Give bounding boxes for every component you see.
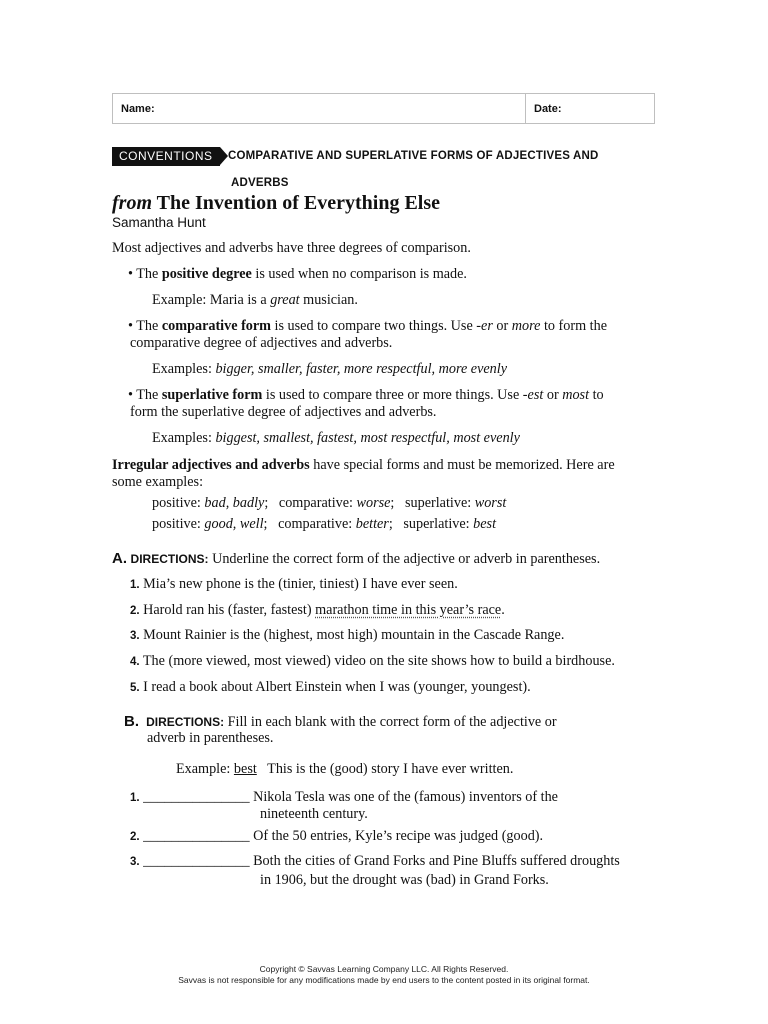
term-irregular: Irregular adjectives and adverbs	[112, 457, 310, 473]
section-b-item-3: 3. _______________ Both the cities of Grand Forks and Pine Bluffs suffered droughts	[130, 853, 620, 869]
answer-blank-1[interactable]: _______________	[143, 789, 250, 805]
copyright-line: Copyright © Savvas Learning Company LLC. All Rights Reserved.	[259, 964, 509, 974]
bullet-superlative: • The superlative form is used to compare three or more things. Use -est or most to	[128, 387, 604, 403]
date-field[interactable]	[526, 94, 654, 123]
date-label: Date:	[534, 102, 562, 115]
bullet-superlative-line2: form the superlative degree of adjectives and adverbs.	[130, 404, 437, 420]
term-positive: positive degree	[161, 266, 252, 282]
section-a-item-1: 1. Mia’s new phone is the (tinier, tiniest) I have ever seen.	[130, 576, 458, 592]
disclaimer-line: Savvas is not responsible for any modifications made by end users to the content posted in its original format.	[178, 975, 590, 985]
answer-blank-3[interactable]: _______________	[143, 853, 250, 869]
section-b-item-1-line2: nineteenth century.	[260, 806, 368, 822]
title-work: The Invention of Everything Else	[156, 192, 440, 214]
section-b-dir-label: DIRECTIONS:	[146, 715, 225, 729]
irregular-row-bad: positive: bad, badly; comparative: worse; superlative: worst	[152, 495, 507, 511]
page-title	[112, 192, 440, 215]
section-a-item-2: 2. Harold ran his (faster, fastest) marathon time in this year’s race.	[130, 602, 505, 618]
topic-heading-line2: ADVERBS	[231, 177, 289, 189]
example-comparative: Examples: bigger, smaller, faster, more respectful, more evenly	[152, 361, 508, 377]
name-field[interactable]	[113, 94, 526, 123]
bullet-comparative: • The comparative form is used to compare two things. Use -er or more to form the	[128, 318, 607, 334]
conventions-arrow-icon	[220, 147, 228, 165]
section-a-item-3: 3. Mount Rainier is the (highest, most high) mountain in the Cascade Range.	[130, 627, 565, 643]
annotated-text: marathon time in this year’s race	[315, 602, 502, 618]
name-label: Name:	[121, 102, 155, 115]
bullet-comparative-line2: comparative degree of adjectives and adverbs.	[130, 335, 393, 351]
name-date-box	[112, 93, 655, 124]
section-b-item-2: 2. _______________ Of the 50 entries, Kyle’s recipe was judged (good).	[130, 828, 544, 844]
irregular-intro: Irregular adjectives and adverbs have special forms and must be memorized. Here are	[112, 457, 615, 473]
section-a-item-4: 4. The (more viewed, most viewed) video on the site shows how to build a birdhouse.	[130, 653, 615, 669]
term-superlative: superlative form	[161, 387, 263, 403]
topic-heading: COMPARATIVE AND SUPERLATIVE FORMS OF ADJECTIVES AND	[228, 150, 599, 162]
section-b-item-3-line2: in 1906, but the drought was (bad) in Grand Forks.	[260, 872, 549, 888]
author: Samantha Hunt	[112, 215, 206, 230]
title-from: from	[112, 192, 152, 214]
example-answer: best	[233, 761, 257, 777]
section-b-directions-line2: adverb in parentheses.	[147, 730, 274, 746]
answer-blank-2[interactable]: _______________	[143, 828, 250, 844]
intro-text: Most adjectives and adverbs have three degrees of comparison.	[112, 240, 471, 256]
term-comparative: comparative form	[161, 318, 271, 334]
section-b-example: Example: best This is the (good) story I have ever written.	[176, 761, 514, 777]
section-a-letter: A.	[112, 550, 127, 567]
irregular-row-good: positive: good, well; comparative: better; superlative: best	[152, 516, 497, 532]
irregular-intro-line2: some examples:	[112, 474, 204, 490]
section-b-item-1: 1. _______________ Nikola Tesla was one of the (famous) inventors of the	[130, 789, 558, 805]
example-superlative: Examples: biggest, smallest, fastest, most respectful, most evenly	[152, 430, 520, 446]
section-a-item-5: 5. I read a book about Albert Einstein when I was (younger, youngest).	[130, 679, 531, 695]
bullet-positive: • The positive degree is used when no comparison is made.	[128, 266, 467, 282]
section-b-letter: B.	[124, 713, 139, 730]
conventions-label: CONVENTIONS	[112, 147, 220, 166]
section-a-directions: A. DIRECTIONS: Underline the correct form of the adjective or adverb in parentheses.	[112, 550, 601, 567]
example-positive: Example: Maria is a great musician.	[152, 292, 358, 308]
section-a-dir-label: DIRECTIONS:	[130, 552, 209, 566]
section-b-directions: B. DIRECTIONS: Fill in each blank with the correct form of the adjective or	[124, 713, 557, 730]
